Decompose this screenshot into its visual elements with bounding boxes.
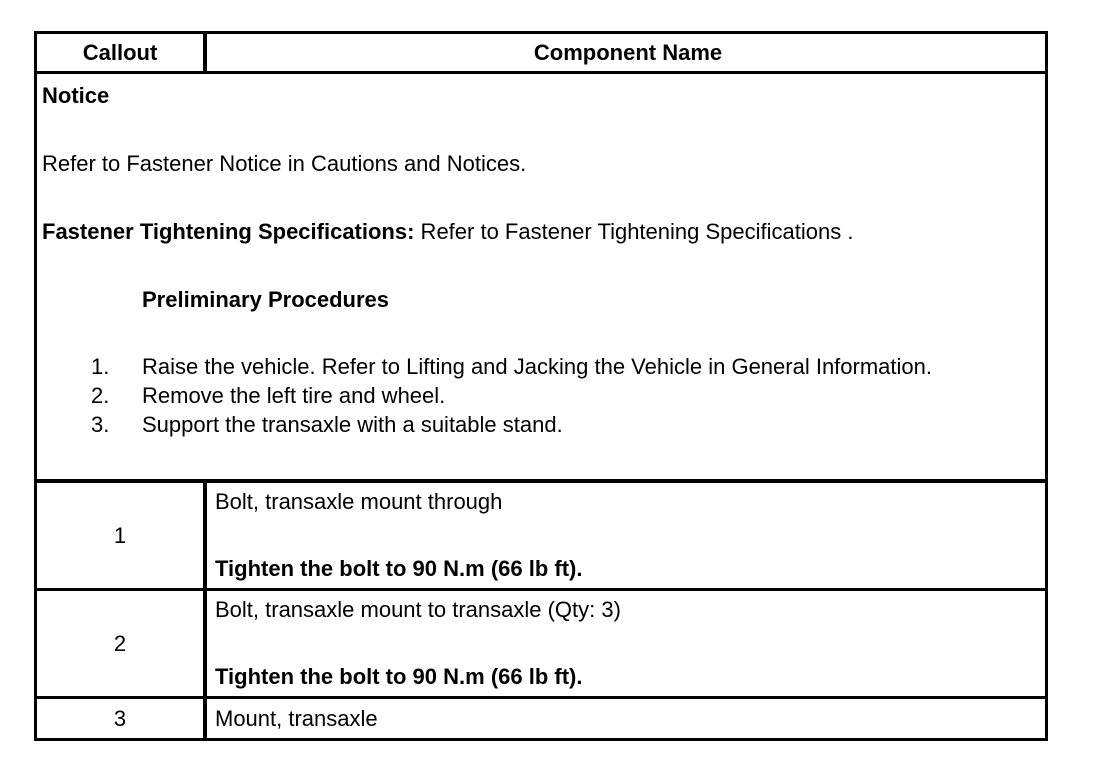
- table-row: [34, 480, 1048, 591]
- component-name-column-header: Component Name: [533, 39, 723, 65]
- component-name: Mount, transaxle: [215, 706, 378, 731]
- step-text: Support the transaxle with a suitable stand.: [142, 412, 563, 437]
- callout-cell: 1: [37, 483, 207, 588]
- notice-section: [34, 71, 1048, 482]
- fastener-spec-line: [42, 219, 853, 245]
- step-number: 2.: [91, 383, 110, 408]
- preliminary-procedures-heading: Preliminary Procedures: [142, 287, 390, 312]
- notice-heading: Notice: [42, 83, 110, 108]
- torque-spec: Tighten the bolt to 90 N.m (66 lb ft).: [215, 556, 583, 581]
- component-name-cell: [211, 483, 1045, 588]
- component-name-cell: [211, 591, 1045, 696]
- callout-cell: 3: [37, 699, 207, 738]
- table-row: [34, 588, 1048, 699]
- step-number: 3.: [91, 412, 110, 437]
- component-name: Bolt, transaxle mount to transaxle (Qty: 3): [215, 597, 621, 622]
- torque-spec: Tighten the bolt to 90 N.m (66 lb ft).: [215, 664, 583, 689]
- fastener-notice-text: Refer to Fastener Notice in Cautions and Notices.: [42, 151, 527, 176]
- step-number: 1.: [91, 354, 110, 379]
- callout-column-header: Callout: [37, 34, 207, 71]
- table-header-row: [34, 31, 1048, 74]
- callout-cell: 2: [37, 591, 207, 696]
- component-name-cell: [211, 699, 1045, 738]
- fastener-spec-link-text[interactable]: Refer to Fastener Tightening Specifications .: [414, 219, 854, 244]
- component-name: Bolt, transaxle mount through: [215, 489, 503, 514]
- step-text[interactable]: Raise the vehicle. Refer to Lifting and Jacking the Vehicle in General Information.: [142, 354, 933, 379]
- table-row: [34, 696, 1048, 741]
- fastener-spec-label: Fastener Tightening Specifications:: [42, 219, 415, 244]
- step-text: Remove the left tire and wheel.: [142, 383, 446, 408]
